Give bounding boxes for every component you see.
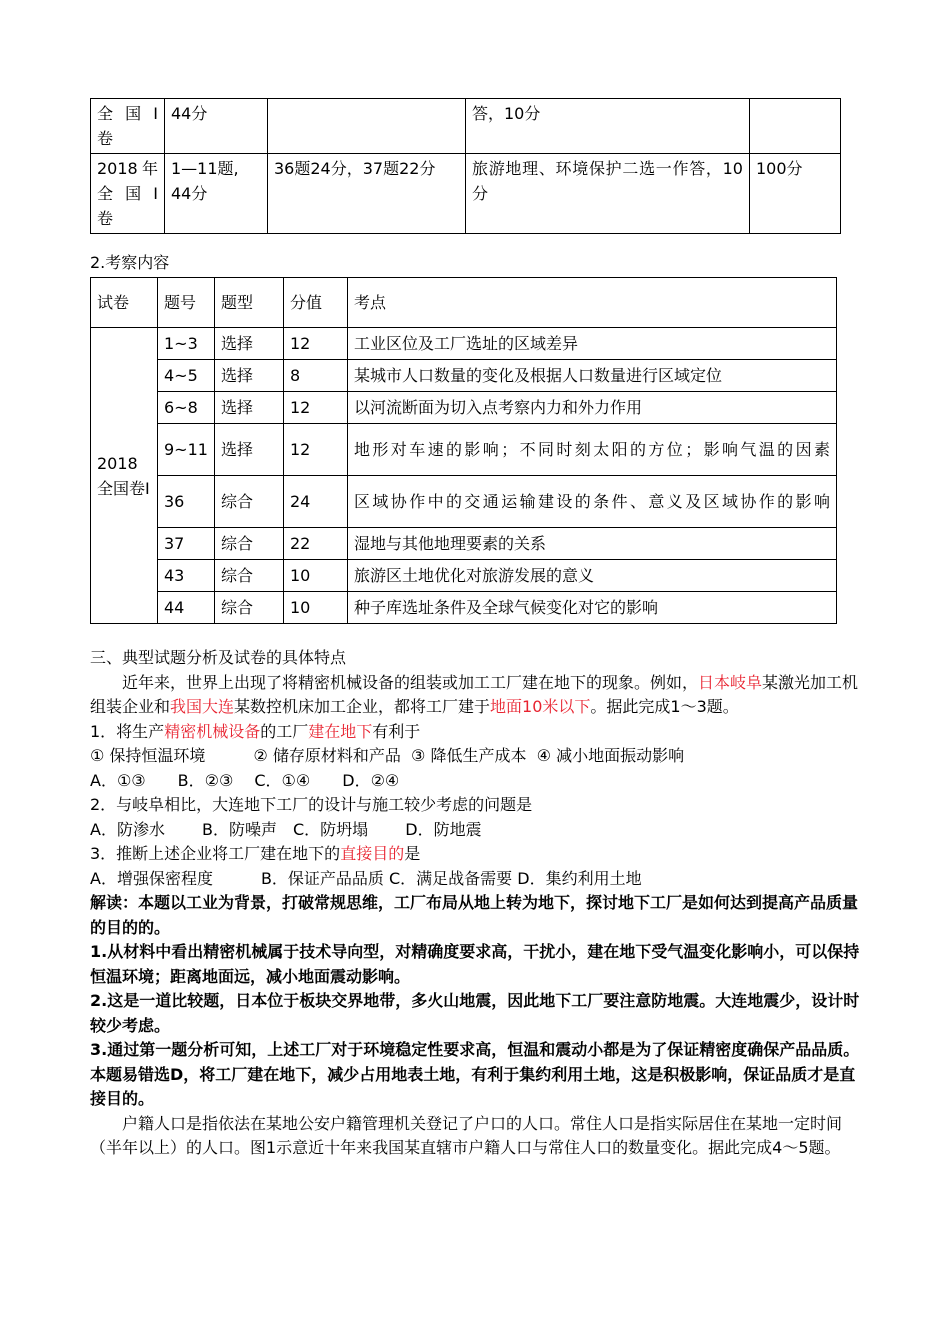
table-cell: 36题24分，37题22分	[268, 154, 466, 234]
section-heading: 三、典型试题分析及试卷的具体特点	[90, 648, 347, 667]
question-1-options: A．①③ B．②③ C．①④ D．②④	[90, 770, 400, 790]
analysis-paragraph: 1.从材料中看出精密机械属于技术导向型，对精确度要求高，干扰小，建在地下受气温变化影响小，可以保持恒温环境；距离地面远，减小地面震动影响。	[90, 942, 860, 986]
exam-structure-table	[90, 98, 841, 234]
table-cell: 100分	[750, 154, 841, 234]
type-cell: 综合	[215, 528, 284, 560]
type-cell: 选择	[215, 424, 284, 476]
table-row	[91, 392, 837, 424]
num-cell: 43	[158, 560, 215, 592]
score-cell: 12	[284, 328, 348, 360]
type-cell: 综合	[215, 592, 284, 624]
paper-cell: 2018全国卷I	[91, 328, 158, 624]
num-cell: 4~5	[158, 360, 215, 392]
question-3: 3．推断上述企业将工厂建在地下的直接目的是	[90, 844, 421, 863]
analysis-paragraph: 2.这是一道比较题，日本位于板块交界地带，多火山地震，因此地下工厂要注意防地震。大连地震少，设计时较少考虑。	[90, 991, 860, 1035]
table-cell: 2018年全 国 I 卷	[91, 154, 165, 234]
table-cell: 答，10分	[466, 99, 750, 154]
table-header-row	[91, 278, 837, 328]
header-num: 题号	[158, 278, 215, 328]
section3-body	[90, 646, 862, 1161]
num-cell: 37	[158, 528, 215, 560]
num-cell: 9~11	[158, 424, 215, 476]
question-1: 1．将生产精密机械设备的工厂建在地下有利于	[90, 721, 421, 741]
header-score: 分值	[284, 278, 348, 328]
score-cell: 12	[284, 424, 348, 476]
type-cell: 选择	[215, 360, 284, 392]
point-cell: 地形对车速的影响；不同时刻太阳的方位；影响气温的因素	[348, 424, 837, 476]
table-row	[91, 560, 837, 592]
table-cell	[750, 99, 841, 154]
type-cell: 综合	[215, 560, 284, 592]
num-cell: 6~8	[158, 392, 215, 424]
table-row	[91, 528, 837, 560]
header-point: 考点	[348, 278, 837, 328]
num-cell: 1~3	[158, 328, 215, 360]
point-cell: 湿地与其他地理要素的关系	[348, 528, 837, 560]
table-row	[91, 592, 837, 624]
score-cell: 10	[284, 592, 348, 624]
point-cell: 某城市人口数量的变化及根据人口数量进行区域定位	[348, 360, 837, 392]
point-cell: 种子库选址条件及全球气候变化对它的影响	[348, 592, 837, 624]
table-row	[91, 360, 837, 392]
point-cell: 工业区位及工厂选址的区域差异	[348, 328, 837, 360]
table-row	[91, 476, 837, 528]
score-cell: 24	[284, 476, 348, 528]
type-cell: 选择	[215, 328, 284, 360]
table-cell: 44分	[165, 99, 268, 154]
point-cell: 以河流断面为切入点考察内力和外力作用	[348, 392, 837, 424]
score-cell: 12	[284, 392, 348, 424]
header-type: 题型	[215, 278, 284, 328]
num-cell: 36	[158, 476, 215, 528]
exam-content-table	[90, 277, 837, 624]
analysis-paragraph: 解读：本题以工业为背景，打破常规思维，工厂布局从地上转为地下，探讨地下工厂是如何达到提高产品质量的目的的。	[90, 893, 859, 937]
section-heading: 2.考察内容	[90, 253, 170, 272]
table-row	[91, 154, 841, 234]
point-cell: 区域协作中的交通运输建设的条件、意义及区域协作的影响	[348, 476, 837, 528]
question-1-items: ① 保持恒温环境 ② 储存原材料和产品 ③ 降低生产成本 ④ 减小地面振动影响	[90, 746, 685, 765]
question-3-options: A．增强保密程度 B．保证产品品质 C．满足战备需要 D．集约利用土地	[90, 868, 642, 888]
point-cell: 旅游区土地优化对旅游发展的意义	[348, 560, 837, 592]
num-cell: 44	[158, 592, 215, 624]
table-cell: 全 国 I 卷	[91, 99, 165, 154]
analysis-paragraph: 3.通过第一题分析可知，上述工厂对于环境稳定性要求高，恒温和震动小都是为了保证精密度确保产品品质。本题易错选D，将工厂建在地下，减少占用地表土地，有利于集约利用土地，这是积极影响，保证品质才是直接目的。	[90, 1040, 860, 1108]
table-cell: 1—11题, 44分	[165, 154, 268, 234]
score-cell: 10	[284, 560, 348, 592]
intro-paragraph: 近年来，世界上出现了将精密机械设备的组装或加工工厂建在地下的现象。例如，日本岐阜某激光加工机组装企业和我国大连某数控机床加工企业，都将工厂建于地面10米以下。据此完成1～3题。	[90, 672, 859, 716]
type-cell: 选择	[215, 392, 284, 424]
table-cell	[268, 99, 466, 154]
header-paper: 试卷	[91, 278, 158, 328]
population-paragraph: 户籍人口是指依法在某地公安户籍管理机关登记了户口的人口。常住人口是指实际居住在某地一定时间（半年以上）的人口。图1示意近十年来我国某直辖市户籍人口与常住人口的数量变化。据此完成4～5题。	[90, 1113, 843, 1157]
table-row	[91, 99, 841, 154]
score-cell: 8	[284, 360, 348, 392]
score-cell: 22	[284, 528, 348, 560]
table-cell: 旅游地理、环境保护二选一作答，10分	[466, 154, 750, 234]
type-cell: 综合	[215, 476, 284, 528]
table-row	[91, 328, 837, 360]
question-2-options: A．防渗水 B．防噪声 C．防坍塌 D．防地震	[90, 819, 482, 839]
question-2: 2．与岐阜相比，大连地下工厂的设计与施工较少考虑的问题是	[90, 795, 533, 814]
table-row	[91, 424, 837, 476]
